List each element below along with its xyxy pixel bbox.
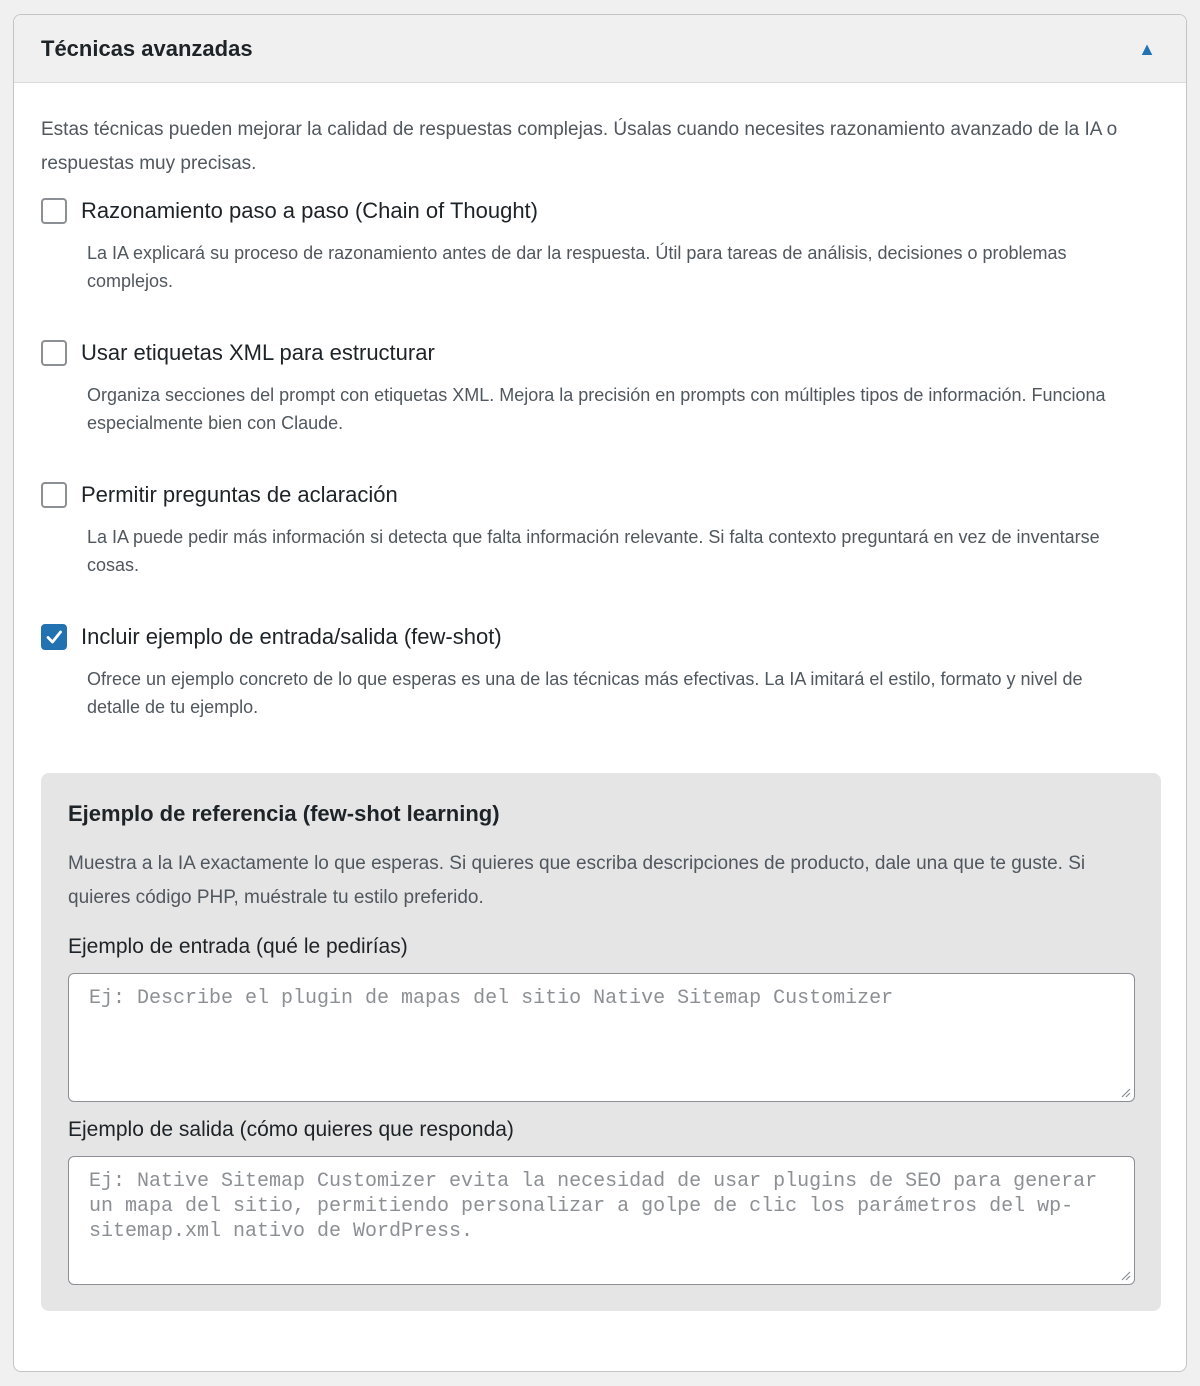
checkbox-xml-tags[interactable] (41, 340, 67, 366)
option-chain-of-thought (41, 195, 1159, 295)
option-label[interactable]: Permitir preguntas de aclaración (81, 482, 398, 507)
checkbox-clarifying-questions[interactable] (41, 482, 67, 508)
option-label[interactable]: Razonamiento paso a paso (Chain of Thought) (81, 198, 538, 223)
checkbox-chain-of-thought[interactable] (41, 198, 67, 224)
resize-handle-icon[interactable] (1119, 1269, 1131, 1281)
option-xml-tags (41, 337, 1159, 437)
example-title: Ejemplo de referencia (few-shot learning) (68, 801, 500, 826)
output-example-textarea[interactable] (69, 1157, 1134, 1284)
option-label[interactable]: Incluir ejemplo de entrada/salida (few-shot) (81, 624, 502, 649)
example-description: Muestra a la IA exactamente lo que esperas. Si quieres que escriba descripciones de producto, dale una que te guste. Si quieres código PHP, muéstrale tu estilo preferido. (68, 853, 1086, 908)
option-clarifying-questions (41, 479, 1159, 579)
few-shot-example-box (41, 773, 1161, 1311)
option-description: Ofrece un ejemplo concreto de lo que esperas es una de las técnicas más efectivas. La IA imitará el estilo, formato y nivel de detalle de tu ejemplo. (87, 669, 1083, 717)
option-description: Organiza secciones del prompt con etiquetas XML. Mejora la precisión en prompts con múltiples tipos de información. Funciona especialmente bien con Claude. (87, 385, 1106, 433)
panel-title: Técnicas avanzadas (41, 35, 253, 61)
panel-body (14, 83, 1186, 1311)
input-example-textarea[interactable] (69, 974, 1134, 1101)
panel-intro: Estas técnicas pueden mejorar la calidad de respuestas complejas. Úsalas cuando necesites razonamiento avanzado de la IA o respuestas muy precisas. (41, 119, 1118, 174)
output-example-wrap (68, 1156, 1135, 1285)
option-label[interactable]: Usar etiquetas XML para estructurar (81, 340, 435, 365)
checkmark-icon (44, 627, 64, 647)
input-example-wrap (68, 973, 1135, 1102)
option-description: La IA puede pedir más información si detecta que falta información relevante. Si falta contexto preguntará en vez de inventarse cosas. (87, 527, 1100, 575)
checkbox-few-shot[interactable] (41, 624, 67, 650)
advanced-techniques-panel (13, 14, 1187, 1372)
option-few-shot (41, 621, 1159, 721)
input-example-label: Ejemplo de entrada (qué le pedirías) (68, 935, 408, 958)
panel-header[interactable] (14, 15, 1186, 83)
resize-handle-icon[interactable] (1119, 1086, 1131, 1098)
output-example-label: Ejemplo de salida (cómo quieres que responda) (68, 1118, 514, 1141)
option-description: La IA explicará su proceso de razonamiento antes de dar la respuesta. Útil para tareas de análisis, decisiones o problemas complejos. (87, 243, 1067, 291)
triangle-up-icon[interactable]: ▲ (1138, 38, 1156, 59)
